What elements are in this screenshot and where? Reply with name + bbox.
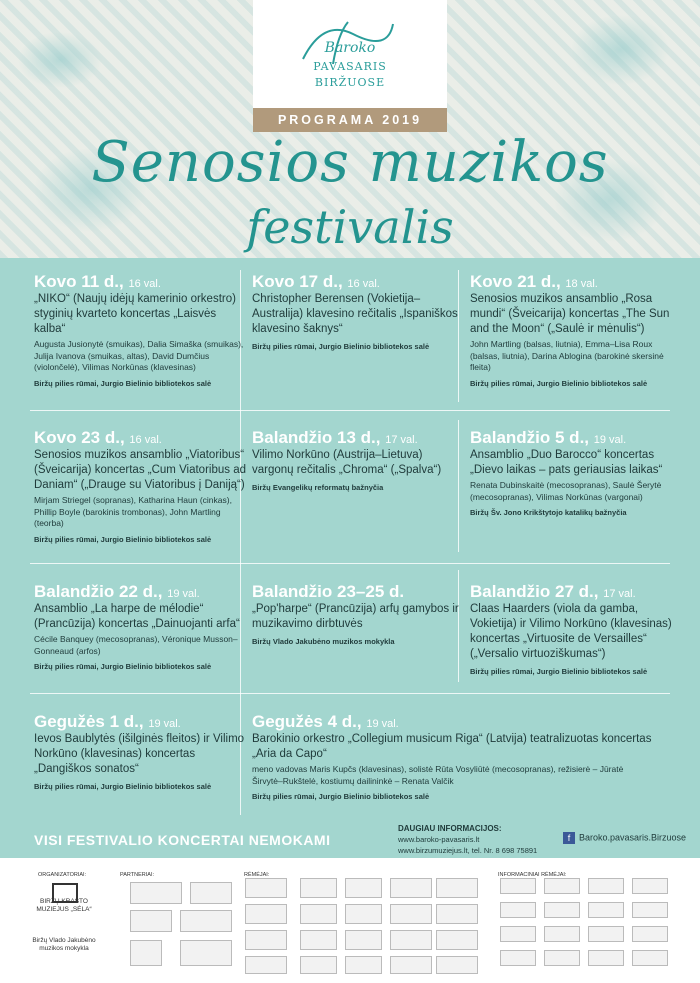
concert-time: 16 val.	[347, 278, 380, 290]
sponsor-logo	[390, 904, 432, 924]
concert-venue: Biržų pilies rūmai, Jurgio Bielinio bibliotekos salė	[34, 662, 212, 671]
sponsor-logo	[300, 956, 337, 974]
sponsors-label: RĖMĖJAI:	[244, 872, 270, 878]
info-title: DAUGIAU INFORMACIJOS:	[398, 824, 502, 833]
website-link[interactable]: www.baroko-pavasaris.lt	[398, 835, 480, 844]
page-subtitle: festivalis	[246, 200, 454, 254]
sponsor-logo	[300, 878, 337, 898]
logo-line3: BIRŽUOSE	[314, 76, 386, 89]
sponsor-logo	[245, 956, 287, 974]
concert-time: 16 val.	[128, 278, 161, 290]
concert-date: Gegužės 1 d.,	[34, 712, 144, 731]
concert-time: 19 val.	[167, 588, 200, 600]
concert-venue: Biržų pilies rūmai, Jurgio Bielinio bibliotekos salė	[470, 667, 648, 676]
concert-description: Ansamblio „La harpe de mélodie“ (Prancūzija) koncertas „Dainuojanti arfa“	[34, 603, 240, 630]
concert-performers: Cécile Banquey (mecosopranas), Véronique Musson–Gonneaud (arfos)	[34, 634, 238, 656]
concert-description: Claas Haarders (viola da gamba, Vokietija) ir Vilimo Norkūno (klavesinas) koncertas „Virtuosite de Versailles“ („Versalio virtuoziškumas“)	[470, 603, 672, 660]
media-logo	[632, 926, 668, 942]
divider	[30, 563, 670, 564]
media-logo	[544, 926, 580, 942]
media-logo	[632, 878, 668, 894]
concert-card	[34, 272, 246, 388]
concert-venue: Biržų pilies rūmai, Jurgio Bielinio bibliotekos salė	[34, 782, 212, 791]
media-logo	[544, 950, 580, 966]
concert-date: Kovo 11 d.,	[34, 272, 124, 291]
sponsor-logo	[436, 956, 478, 974]
concert-venue: Biržų pilies rūmai, Jurgio Bielinio bibliotekos salė	[252, 792, 430, 801]
concert-time: 19 val.	[366, 718, 399, 730]
concert-description: Barokinio orkestro „Collegium musicum Riga“ (Latvija) teatralizuotas koncertas „Aria da Capo“	[252, 733, 652, 760]
concert-performers: Augusta Jusionytė (smuikas), Dalia Simaška (smuikas), Julija Ivanova (smuikas, altas), David Dumčius (violončelė), Vilimas Norkūnas (klavesinas)	[34, 339, 244, 372]
concert-date: Balandžio 22 d.,	[34, 582, 163, 601]
organizer-name: BIRŽŲ KRAŠTO MUZIEJUS „SĖLA“	[36, 898, 92, 913]
concert-card	[470, 428, 682, 517]
media-logo	[632, 902, 668, 918]
header-banner	[0, 0, 700, 258]
concert-performers: Mirjam Striegel (sopranas), Katharina Haun (cinkas), Phillip Boyle (barokinis trombonas), John Martling (teorba)	[34, 495, 232, 528]
sponsor-logo	[345, 878, 382, 898]
website-link-2[interactable]: www.birzumuziejus.lt, tel. Nr. 8 698 75891	[398, 846, 538, 855]
concert-date: Kovo 21 d.,	[470, 272, 561, 291]
concert-date: Balandžio 5 d.,	[470, 428, 590, 447]
concert-venue: Biržų pilies rūmai, Jurgio Bielinio bibliotekos salė	[252, 342, 430, 351]
concert-venue: Biržų pilies rūmai, Jurgio Bielinio bibliotekos salė	[470, 378, 648, 388]
concert-card	[470, 272, 682, 388]
more-info	[398, 823, 537, 856]
media-logo	[588, 950, 624, 966]
concert-performers: meno vadovas Maris Kupčs (klavesinas), solistė Rūta Vosyliūtė (mecosopranas), režisierė – Jūratė Širvytė–Rukštelė, kostiumų dailininkė – Renata Valčik	[252, 764, 624, 786]
concert-time: 17 val.	[603, 588, 636, 600]
sponsor-logo	[345, 930, 382, 950]
concert-date: Gegužės 4 d.,	[252, 712, 362, 731]
concert-description: Vilimo Norkūno (Austrija–Lietuva) vargonų rečitalis „Chroma“ („Spalva“)	[252, 449, 442, 476]
media-logo	[500, 878, 536, 894]
media-logo	[588, 902, 624, 918]
sponsor-logo	[436, 878, 478, 898]
sponsor-logo	[300, 904, 337, 924]
page-title: Senosios muzikos	[91, 130, 609, 195]
concert-time: 19 val.	[593, 434, 627, 446]
concert-description: Senosios muzikos ansamblio „Viatoribus“ (Šveicarija) koncertas „Cum Viatoribus ad Daniam“ („Drauge su Viatoribus į Daniją“)	[34, 449, 246, 491]
partner-logo	[190, 882, 232, 904]
facebook-icon: f	[563, 832, 575, 844]
concert-card	[34, 428, 246, 544]
media-logo	[544, 878, 580, 894]
concert-card	[252, 428, 464, 492]
concert-card	[34, 582, 246, 671]
concert-description: Ievos Baublytės (išilginės fleitos) ir Vilimo Norkūno (klavesinas) koncertas „Dangiškos sonatos“	[34, 733, 245, 775]
sponsor-logo	[245, 878, 287, 898]
concert-description: Ansamblio „Duo Barocco“ koncertas „Dievo laikas – pats geriausias laikas“	[470, 449, 663, 476]
media-logo	[544, 902, 580, 918]
sponsor-logo	[300, 930, 337, 950]
concert-card	[470, 582, 682, 676]
concert-performers: Renata Dubinskaitė (mecosopranas), Saulė Šerytė (mecosopranas), Vilimas Norkūnas (vargonai)	[470, 480, 662, 502]
sponsor-logo	[436, 904, 478, 924]
concert-card	[252, 272, 464, 351]
concert-date: Balandžio 27 d.,	[470, 582, 599, 601]
concert-card	[252, 582, 464, 646]
sponsor-logo	[390, 930, 432, 950]
concert-description: „Pop'harpe“ (Prancūzija) arfų gamybos ir muzikavimo dirbtuvės	[252, 603, 459, 630]
concert-date: Balandžio 23–25 d.	[252, 582, 405, 601]
concert-card	[252, 712, 652, 801]
media-logo	[500, 950, 536, 966]
media-logo	[588, 878, 624, 894]
logo-line1: Baroko	[324, 40, 376, 56]
sponsor-logo	[390, 878, 432, 898]
sponsor-logo	[390, 956, 432, 974]
divider	[30, 410, 670, 411]
concert-description: „NIKO“ (Naujų idėjų kamerinio orkestro) styginių kvarteto koncertas „Laisvės kalba“	[34, 293, 236, 335]
organizer-name-2: Biržų Vlado Jakubėno muzikos mokykla	[32, 937, 96, 952]
concert-venue: Biržų Evangelikų reformatų bažnyčia	[252, 483, 384, 492]
concert-time: 17 val.	[385, 434, 418, 446]
media-logo	[500, 926, 536, 942]
concert-venue: Biržų Vlado Jakubėno muzikos mokykla	[252, 637, 395, 646]
concert-venue: Biržų Šv. Jono Krikštytojo katalikų bažnyčia	[470, 508, 627, 517]
sponsor-logo	[245, 930, 287, 950]
concert-date: Balandžio 13 d.,	[252, 428, 381, 447]
sponsor-logo	[436, 930, 478, 950]
media-logo	[588, 926, 624, 942]
partner-logo	[130, 910, 172, 932]
media-sponsors-label: INFORMACINIAI RĖMĖJAI:	[498, 872, 567, 878]
concert-description: Christopher Berensen (Vokietija–Australija) klavesino rečitalis „Ispaniškos klavesino šaknys“	[252, 293, 458, 335]
sponsor-logo	[345, 956, 382, 974]
media-logo	[500, 902, 536, 918]
partner-logo	[180, 940, 232, 966]
concert-description: Senosios muzikos ansamblio „Rosa mundi“ (Šveicarija) koncertas „The Sun and the Moon“ („Saulė ir mėnulis“)	[470, 293, 670, 335]
concert-date: Kovo 17 d.,	[252, 272, 343, 291]
partner-logo	[130, 940, 162, 966]
media-logo	[632, 950, 668, 966]
concert-time: 19 val.	[148, 718, 181, 730]
facebook-label: Baroko.pavasaris.Birzuose	[579, 832, 687, 843]
concert-time: 16 val.	[129, 434, 162, 446]
concert-time: 18 val.	[565, 278, 598, 290]
partner-logo	[180, 910, 232, 932]
sponsor-logo	[245, 904, 287, 924]
concert-card	[34, 712, 246, 791]
concert-venue: Biržų pilies rūmai, Jurgio Bielinio bibliotekos salė	[34, 378, 212, 388]
sponsors-section	[0, 858, 700, 983]
concert-performers: John Martling (balsas, liutnia), Emma–Lisa Roux (balsas, liutnia), Darina Ablogina (barokinė skersinė fleita)	[470, 339, 664, 372]
partner-logo	[130, 882, 182, 904]
programa-label: PROGRAMA 2019	[253, 108, 447, 132]
logo-line2: PAVASARIS	[313, 60, 387, 73]
sponsor-logo	[345, 904, 382, 924]
free-concerts-notice: VISI FESTIVALIO KONCERTAI NEMOKAMI	[34, 832, 331, 848]
divider	[30, 693, 670, 694]
concert-date: Kovo 23 d.,	[34, 428, 125, 447]
facebook-link[interactable]	[563, 832, 686, 844]
concert-venue: Biržų pilies rūmai, Jurgio Bielinio bibliotekos salė	[34, 534, 212, 544]
partners-label: PARTNERIAI:	[120, 872, 155, 878]
organizers-label: ORGANIZATORIAI:	[38, 872, 87, 878]
festival-logo	[253, 0, 447, 108]
